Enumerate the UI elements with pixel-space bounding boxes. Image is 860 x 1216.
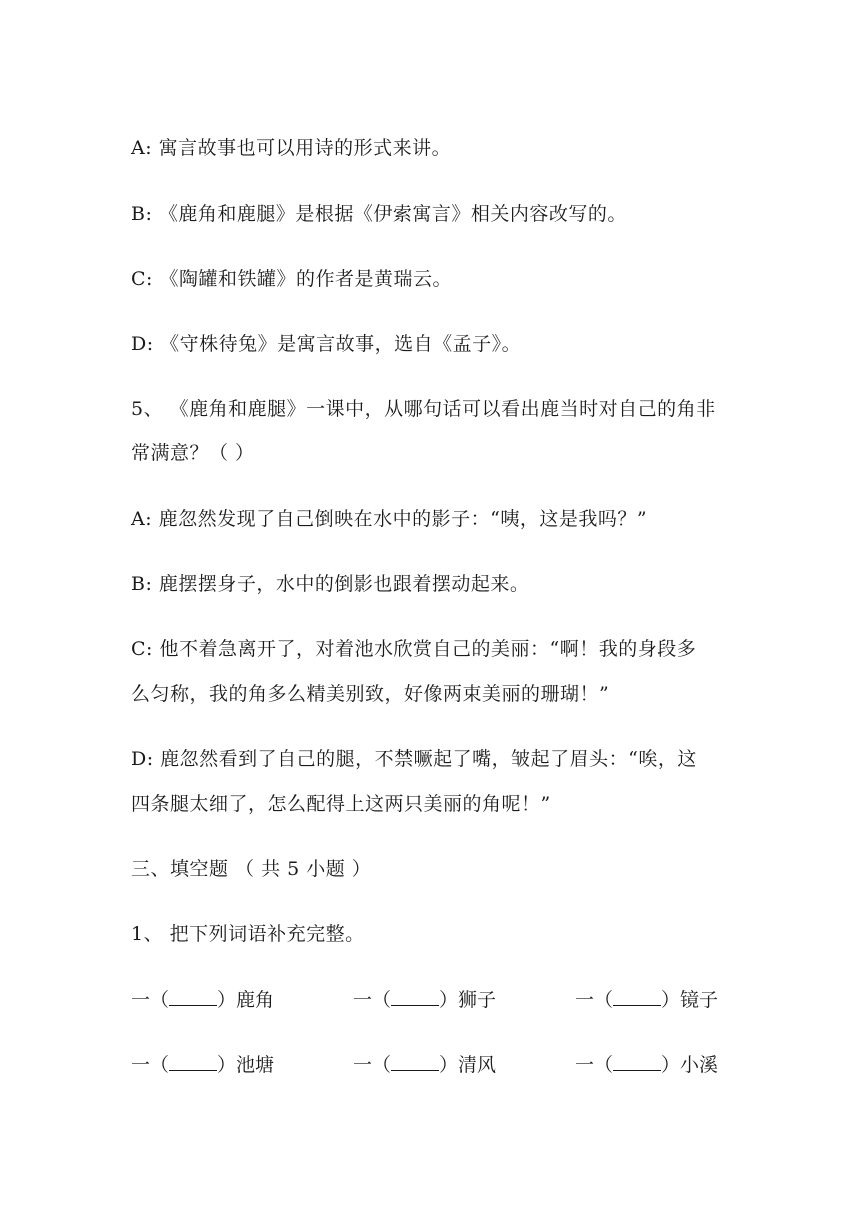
q5-option-b: B: 鹿摆摆身子，水中的倒影也跟着摆动起来。 xyxy=(131,573,530,595)
question-5-line2: 常满意？（ ） xyxy=(131,442,255,464)
fill-blank[interactable] xyxy=(391,1052,439,1071)
fill-suffix: ） xyxy=(439,1054,459,1076)
fill-item xyxy=(353,1052,496,1077)
option-b: B: 《鹿角和鹿腿》是根据《伊索寓言》相关内容改写的。 xyxy=(131,203,627,225)
fill-blank[interactable] xyxy=(613,987,661,1006)
fill-suffix: ） xyxy=(439,989,459,1011)
option-c: C: 《陶罐和铁罐》的作者是黄瑞云。 xyxy=(131,268,452,290)
fill-prefix: 一（ xyxy=(353,1054,392,1076)
fill-blank[interactable] xyxy=(613,1052,661,1071)
q5-option-c-line2: 么匀称，我的角多么精美别致，好像两束美丽的珊瑚！” xyxy=(131,683,610,705)
fill-blank[interactable] xyxy=(169,987,217,1006)
fill-suffix: ） xyxy=(217,1054,237,1076)
fill-item xyxy=(131,1052,274,1077)
fill-item xyxy=(575,1052,718,1077)
fill-question-1: 1、 把下列词语补充完整。 xyxy=(131,923,365,945)
q5-option-a: A: 鹿忽然发现了自己倒映在水中的影子：“咦，这是我吗？” xyxy=(131,508,648,530)
q5-option-d-line2: 四条腿太细了，怎么配得上这两只美丽的角呢！” xyxy=(131,793,551,815)
fill-prefix: 一（ xyxy=(353,989,392,1011)
fill-word: 鹿角 xyxy=(236,989,275,1011)
section-three-heading: 三、填空题 （ 共 5 小题 ） xyxy=(131,858,372,880)
fill-prefix: 一（ xyxy=(131,989,170,1011)
fill-word: 池塘 xyxy=(236,1054,275,1076)
fill-item xyxy=(353,987,496,1012)
fill-suffix: ） xyxy=(661,1054,681,1076)
fill-prefix: 一（ xyxy=(575,1054,614,1076)
fill-word: 镜子 xyxy=(680,989,719,1011)
q5-option-d-line1: D: 鹿忽然看到了自己的腿，不禁噘起了嘴，皱起了眉头：“唉，这 xyxy=(131,748,697,770)
fill-prefix: 一（ xyxy=(131,1054,170,1076)
fill-blank[interactable] xyxy=(169,1052,217,1071)
option-d: D: 《守株待兔》是寓言故事，选自《孟子》。 xyxy=(131,333,522,355)
fill-suffix: ） xyxy=(661,989,681,1011)
fill-item xyxy=(131,987,274,1012)
fill-word: 狮子 xyxy=(458,989,497,1011)
question-5-line1: 5、 《鹿角和鹿腿》一课中，从哪句话可以看出鹿当时对自己的角非 xyxy=(131,398,716,420)
q5-option-c-line1: C: 他不着急离开了，对着池水欣赏自己的美丽：“啊！我的身段多 xyxy=(131,638,697,660)
fill-word: 清风 xyxy=(458,1054,497,1076)
fill-prefix: 一（ xyxy=(575,989,614,1011)
fill-suffix: ） xyxy=(217,989,237,1011)
option-a: A: 寓言故事也可以用诗的形式来讲。 xyxy=(131,137,452,159)
fill-word: 小溪 xyxy=(680,1054,719,1076)
fill-item xyxy=(575,987,718,1012)
fill-blank[interactable] xyxy=(391,987,439,1006)
